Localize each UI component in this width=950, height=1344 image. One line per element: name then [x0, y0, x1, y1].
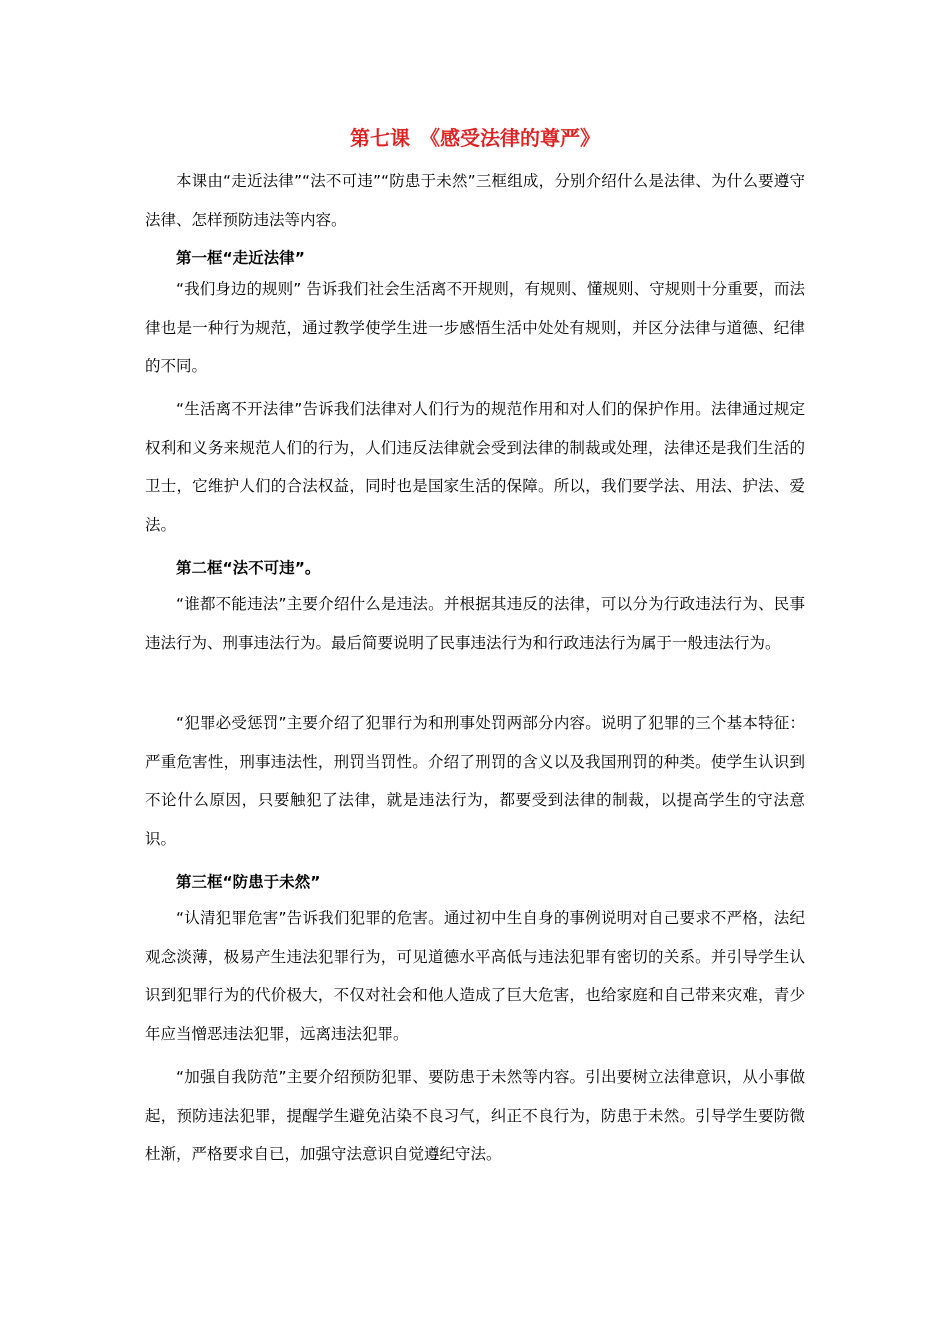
- section-1-paragraph-1: “我们身边的规则” 告诉我们社会生活离不开规则，有规则、懂规则、守规则十分重要，而法律也是一种行为规范，通过教学使学生进一步感悟生活中处处有规则，并区分法律与道德、纪律的不同。: [145, 280, 805, 375]
- section-1-paragraph-2: “生活离不开法律”告诉我们法律对人们行为的规范作用和对人们的保护作用。法律通过规定权利和义务来规范人们的行为，人们违反法律就会受到法律的制裁或处理，法律还是我们生活的卫士，它维护人们的合法权益，同时也是国家生活的保障。所以，我们要学法、用法、护法、爱法。: [145, 400, 805, 534]
- section-3-paragraph-2: “加强自我防范”主要介绍预防犯罪、要防患于未然等内容。引出要树立法律意识，从小事做起，预防违法犯罪，提醒学生避免沾染不良习气，纠正不良行为，防患于未然。引导学生要防微杜渐，严格要求自已，加强守法意识自觉遵纪守法。: [145, 1068, 805, 1163]
- section-heading-2: 第二框“法不可违”。: [176, 559, 321, 577]
- intro-paragraph: 本课由“走近法律”“法不可违”“防患于未然”三框组成，分别介绍什么是法律、为什么要遵守法律、怎样预防违法等内容。: [145, 172, 805, 229]
- section-heading-3: 第三框“防患于未然”: [176, 873, 321, 891]
- section-heading-1: 第一框“走近法律”: [176, 249, 305, 267]
- section-2-paragraph-1: “谁都不能违法”主要介绍什么是违法。并根据其违反的法律，可以分为行政违法行为、民事违法行为、刑事违法行为。最后简要说明了民事违法行为和行政违法行为属于一般违法行为。: [145, 595, 805, 652]
- section-2-paragraph-2: “犯罪必受惩罚”主要介绍了犯罪行为和刑事处罚两部分内容。说明了犯罪的三个基本特征：严重危害性，刑事违法性，刑罚当罚性。介绍了刑罚的含义以及我国刑罚的种类。使学生认识到不论什么原因，只要触犯了法律，就是违法行为，都要受到法律的制裁，以提高学生的守法意识。: [145, 714, 805, 848]
- section-3-paragraph-1: “认清犯罪危害”告诉我们犯罪的危害。通过初中生自身的事例说明对自己要求不严格，法纪观念淡薄，极易产生违法犯罪行为，可见道德水平高低与违法犯罪有密切的关系。并引导学生认识到犯罪行为的代价极大，不仅对社会和他人造成了巨大危害，也给家庭和自己带来灾难，青少年应当憎恶违法犯罪，远离违法犯罪。: [145, 909, 805, 1043]
- page-title: 第七课 《感受法律的尊严》: [350, 126, 600, 150]
